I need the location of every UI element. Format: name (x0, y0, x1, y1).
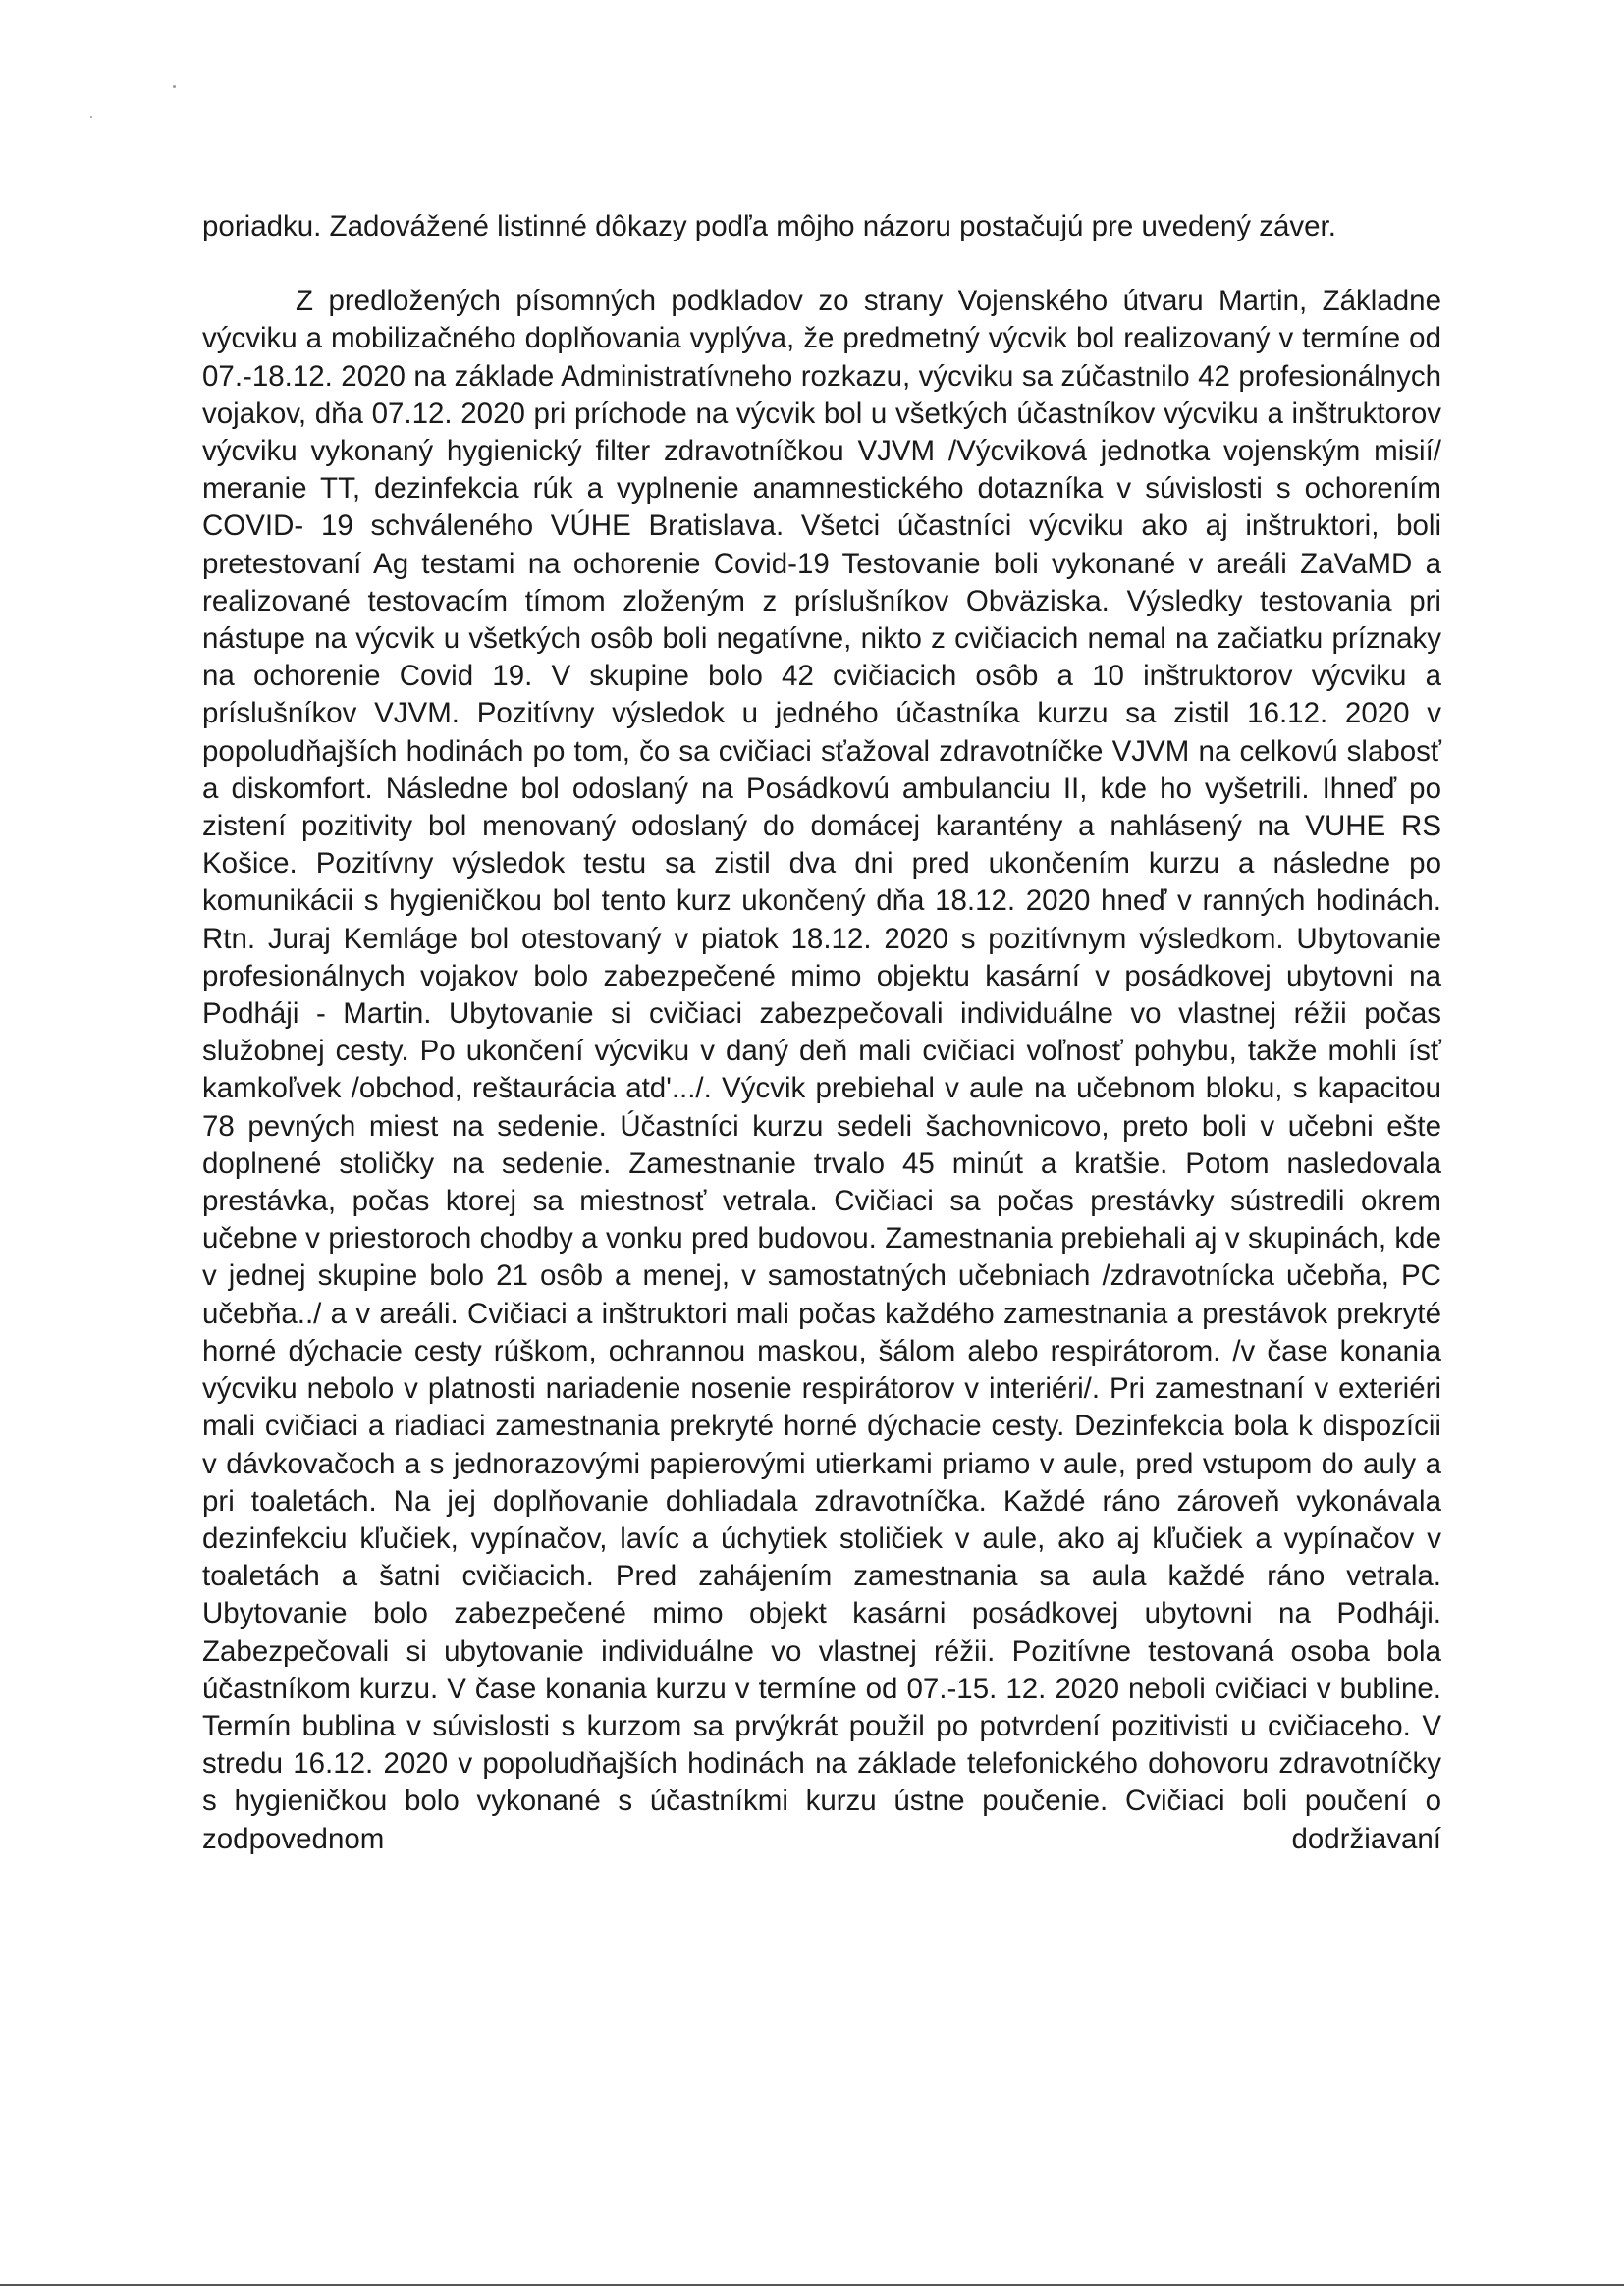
page-bottom-edge (0, 2284, 1624, 2286)
scan-speck (90, 116, 92, 118)
document-body (202, 208, 1441, 1858)
scan-speck (173, 85, 176, 88)
paragraph-gap (202, 245, 1441, 283)
paragraph-main: Z predložených písomných podkladov zo strany Vojenského útvaru Martin, Základne výcviku a mobilizačného doplňovania vyplýva, že predmetný výcvik bol realizovaný v termíne od 07.-18.12. 2020 na základe Administratívneho rozkazu, výcviku sa zúčastnilo 42 profesionálnych vojakov, dňa 07.12. 2020 pri príchode na výcvik bol u všetkých účastníkov výcviku a inštruktorov výcviku vykonaný hygienický filter zdravotníčkou VJVM /Výcviková jednotka vojenským misií/ meranie TT, dezinfekcia rúk a vyplnenie anamnestického dotazníka v súvislosti s ochorením COVID- 19 schváleného VÚHE Bratislava. Všetci účastníci výcviku ako aj inštruktori, boli pretestovaní Ag testami na ochorenie Covid-19 Testovanie boli vykonané v areáli ZaVaMD a realizované testovacím tímom zloženým z príslušníkov Obväziska. Výsledky testovania pri nástupe na výcvik u všetkých osôb boli negatívne, nikto z cvičiacich nemal na začiatku príznaky na ochorenie Covid 19. V skupine bolo 42 cvičiacich osôb a 10 inštruktorov výcviku a príslušníkov VJVM. Pozitívny výsledok u jedného účastníka kurzu sa zistil 16.12. 2020 v popoludňajších hodinách po tom, čo sa cvičiaci sťažoval zdravotníčke VJVM na celkovú slabosť a diskomfort. Následne bol odoslaný na Posádkovú ambulanciu II, kde ho vyšetrili. Ihneď po zistení pozitivity bol menovaný odoslaný do domácej karantény a nahlásený na VUHE RS Košice. Pozitívny výsledok testu sa zistil dva dni pred ukončením kurzu a následne po komunikácii s hygieničkou bol tento kurz ukončený dňa 18.12. 2020 hneď v ranných hodinách. Rtn. Juraj Kemláge bol otestovaný v piatok 18.12. 2020 s pozitívnym výsledkom. Ubytovanie profesionálnych vojakov bolo zabezpečené mimo objektu kasární v posádkovej ubytovni na Podháji - Martin. Ubytovanie si cvičiaci zabezpečovali individuálne vo vlastnej réžii počas služobnej cesty. Po ukončení výcviku v daný deň mali cvičiaci voľnosť pohybu, takže mohli ísť kamkoľvek /obchod, reštaurácia atd'.../. Výcvik prebiehal v aule na učebnom bloku, s kapacitou 78 pevných miest na sedenie. Účastníci kurzu sedeli šachovnicovo, preto boli v učebni ešte doplnené stoličky na sedenie. Zamestnanie trvalo 45 minút a kratšie. Potom nasledovala prestávka, počas ktorej sa miestnosť vetrala. Cvičiaci sa počas prestávky sústredili okrem učebne v priestoroch chodby a vonku pred budovou. Zamestnania prebiehali aj v skupinách, kde v jednej skupine bolo 21 osôb a menej, v samostatných učebniach /zdravotnícka učebňa, PC učebňa../ a v areáli. Cvičiaci a inštruktori mali počas každého zamestnania a prestávok prekryté horné dýchacie cesty rúškom, ochrannou maskou, šálom alebo respirátorom. /v čase konania výcviku nebolo v platnosti nariadenie nosenie respirátorov v interiéri/. Pri zamestnaní v exteriéri mali cvičiaci a riadiaci zamestnania prekryté horné dýchacie cesty. Dezinfekcia bola k dispozícii v dávkovačoch a s jednorazovými papierovými utierkami priamo v aule, pred vstupom do auly a pri toaletách. Na jej doplňovanie dohliadala zdravotníčka. Každé ráno zároveň vykonávala dezinfekciu kľučiek, vypínačov, lavíc a úchytiek stoličiek v aule, ako aj kľučiek a vypínačov v toaletách a šatni cvičiacich. Pred zahájením zamestnania sa aula každé ráno vetrala. Ubytovanie bolo zabezpečené mimo objekt kasárni posádkovej ubytovni na Podháji. Zabezpečovali si ubytovanie individuálne vo vlastnej réžii. Pozitívne testovaná osoba bola účastníkom kurzu. V čase konania kurzu v termíne od 07.-15. 12. 2020 neboli cvičiaci v bubline. Termín bublina v súvislosti s kurzom sa prvýkrát použil po potvrdení pozitivisti u cvičiaceho. V stredu 16.12. 2020 v popoludňajších hodinách na základe telefonického dohovoru zdravotníčky s hygieničkou bolo vykonané s účastníkmi kurzu ústne poučenie. Cvičiaci boli poučení o zodpovednom dodržiavaní (202, 285, 1441, 1855)
paragraph-continuation: poriadku. Zadovážené listinné dôkazy podľa môjho názoru postačujú pre uvedený záver. (202, 210, 1336, 242)
